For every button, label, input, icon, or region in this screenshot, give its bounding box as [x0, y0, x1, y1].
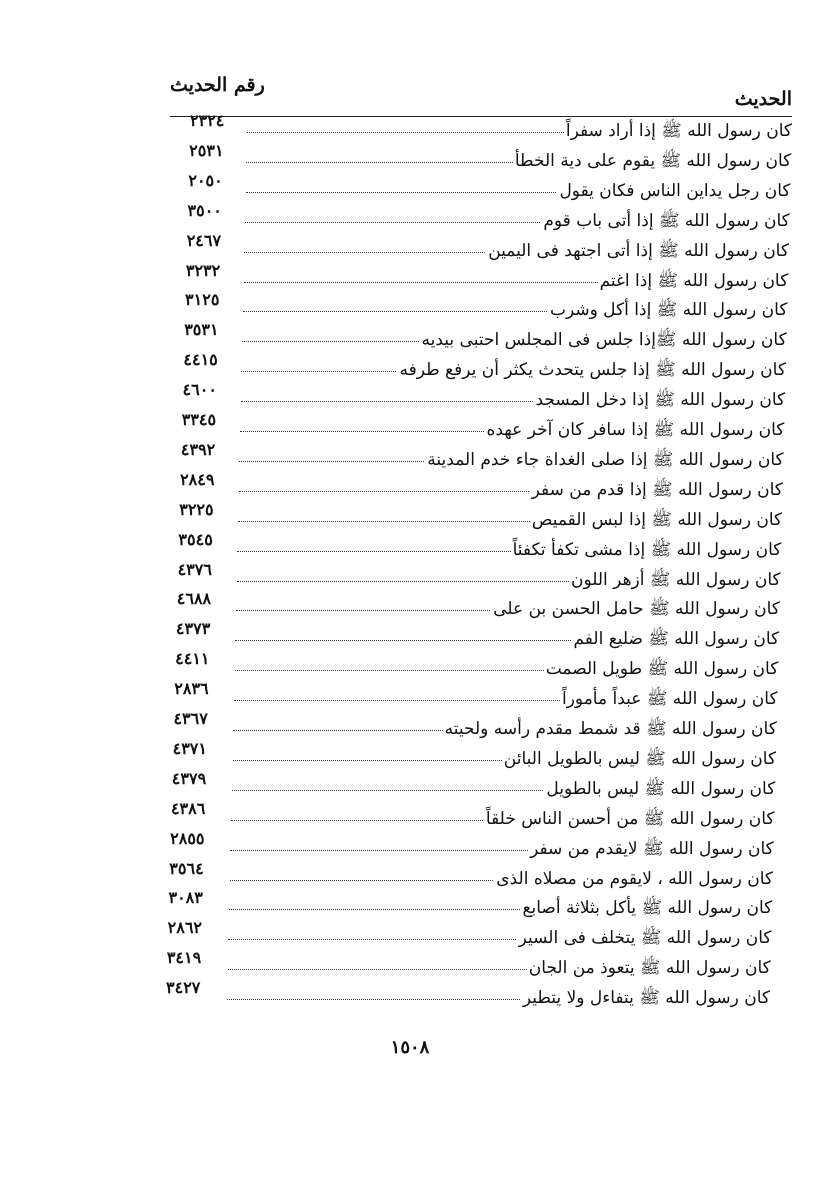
hadith-number: ٤٣٨٦: [170, 798, 206, 818]
hadith-number: ٤٣٧٦: [177, 559, 212, 579]
hadith-number: ٤٣٩٢: [180, 439, 216, 459]
hadith-number: ٣٢٢٥: [179, 499, 214, 519]
index-entry: [183, 350, 786, 384]
index-entry: [190, 111, 792, 145]
hadith-number: ٣٥٣١: [184, 320, 219, 340]
hadith-text: كان رسول الله ﷺ يتعوذ من الجان: [527, 954, 771, 982]
index-entry: [185, 290, 788, 324]
hadith-number: ٢٠٥٠: [188, 170, 223, 190]
hadith-number: ٣٣٤٥: [181, 410, 217, 429]
hadith-text: كان رسول الله ﷺ ليس بالطويل البائن: [502, 745, 776, 773]
index-entry: [172, 738, 777, 773]
hadith-text: كان رسول الله ﷺ إذا صلى الغداة جاء خدم المدينة: [425, 446, 783, 474]
hadith-text: كان رسول الله ﷺ يتفاءل ولا يتطير: [521, 984, 770, 1012]
hadith-number: ٤٣٧١: [172, 738, 207, 758]
index-entry: [168, 888, 773, 922]
index-entry: [167, 918, 772, 952]
index-entry: [176, 589, 780, 623]
index-entry: [188, 170, 791, 205]
index-entry: [184, 320, 787, 354]
hadith-text: كان رسول الله ﷺ طويل الصمت: [544, 655, 779, 683]
hadith-number: ٣٤٢٧: [166, 978, 201, 998]
index-entry: [180, 439, 784, 474]
hadith-number: ٢٥٣١: [189, 140, 224, 160]
hadith-text: كان رسول الله ﷺ إذا قدم من سفر: [530, 476, 783, 504]
index-entry: [173, 709, 777, 743]
hadith-number: ٣٥٠٠: [187, 200, 222, 220]
hadith-number: ٢٤٦٧: [186, 230, 222, 250]
hadith-text: كان رسول الله ﷺ إذا أراد سفراً: [564, 117, 792, 145]
hadith-number: ٢٨٤٩: [180, 469, 215, 489]
page-number: ١٥٠٨: [390, 1037, 430, 1058]
hadith-number: ٢٨٣٦: [174, 679, 209, 699]
index-entry: [178, 529, 782, 564]
hadith-number: ٤٣٧٩: [171, 768, 207, 788]
page-header: [170, 74, 792, 117]
index-entry: [166, 978, 770, 1012]
hadith-text: كان رسول الله ﷺ إذا جلس يتحدث يكثر أن يرفع طرفه: [397, 356, 785, 384]
index-entry: [170, 828, 774, 863]
header-title-hadith-number: رقم الحديث: [170, 74, 265, 96]
hadith-number: ٤٣٧٣: [175, 619, 211, 639]
index-entry: [189, 140, 792, 175]
index-entry: [186, 230, 789, 265]
index-entry: [181, 410, 785, 444]
hadith-text: كان رسول الله ﷺ إذا مشى تكفأ تكفئاً: [511, 536, 782, 564]
index-entry: [182, 380, 786, 414]
hadith-text: كان رسول الله ، لايقوم من مصلاه الذى: [494, 865, 773, 893]
index-entry: [166, 948, 771, 982]
index-entry: [180, 469, 783, 504]
index-entry: [185, 260, 789, 295]
hadith-text: كان رسول الله ﷺ إذا أتى باب قوم: [541, 207, 789, 235]
hadith-number: ٣٤١٩: [166, 948, 202, 968]
header-title-hadith: الحديث: [734, 88, 792, 110]
hadith-text: كان رسول الله ﷺ ضليع الفم: [571, 625, 779, 653]
index-entry: [177, 559, 781, 594]
hadith-text: كان رسول الله ﷺ لايقدم من سفر: [528, 835, 774, 863]
hadith-text: كان رسول الله ﷺ إذا أتى اجتهد فى اليمين: [486, 237, 789, 265]
index-entry: [169, 858, 774, 893]
hadith-number: ٣٠٨٣: [168, 888, 203, 908]
index-entry: [175, 649, 779, 683]
hadith-text: كان رجل يداين الناس فكان يقول: [557, 177, 790, 205]
hadith-number: ٢٨٦٢: [167, 918, 203, 938]
hadith-number: ٣٢٣٢: [185, 260, 221, 280]
hadith-text: كان رسول الله ﷺ إذا سافر كان آخر عهده: [485, 416, 785, 444]
hadith-text: كان رسول الله ﷺ إذا دخل المسجد: [533, 386, 785, 414]
hadith-number: ٤٤١١: [175, 649, 210, 669]
hadith-text: كان رسول الله ﷺ إذا اغتم: [598, 267, 789, 295]
hadith-text: كان رسول الله ﷺ يأكل بثلاثة أصابع: [520, 894, 772, 922]
hadith-text: كان رسول الله ﷺ أزهر اللون: [569, 566, 781, 594]
index-entry: [175, 619, 780, 653]
hadith-text: كان رسول الله ﷺ إذا لبس القميص: [530, 506, 782, 534]
hadith-number: ٣١٢٥: [185, 290, 220, 310]
hadith-text: كان رسول الله ﷺ ليس بالطويل: [544, 775, 775, 803]
hadith-number: ٣٥٦٤: [169, 858, 204, 878]
hadith-text: كان رسول الله ﷺ إذا أكل وشرب: [548, 296, 788, 324]
hadith-number: ٢٣٢٤: [190, 111, 225, 130]
hadith-text: كان رسول الله ﷺ من أحسن الناس خلقاً: [484, 805, 775, 833]
index-entry: [179, 499, 783, 534]
hadith-number: ٤٤١٥: [183, 350, 218, 370]
index-entry: [187, 200, 790, 235]
hadith-number: ٣٥٤٥: [178, 529, 213, 549]
hadith-number: ٤٦٠٠: [182, 380, 217, 400]
hadith-number: ٤٣٦٧: [173, 709, 208, 728]
index-entry: [171, 768, 776, 803]
hadith-text: كان رسول الله ﷺإذا جلس فى المجلس احتبى بيديه: [419, 326, 786, 354]
hadith-number: ٢٨٥٥: [170, 828, 205, 848]
hadith-text: كان رسول الله ﷺ عبداً مأموراً: [560, 685, 778, 713]
hadith-text: كان رسول الله ﷺ يقوم على دية الخطأ: [513, 147, 791, 175]
index-entry: [170, 798, 775, 833]
hadith-text: كان رسول الله ﷺ يتخلف فى السير: [517, 924, 772, 952]
hadith-text: كان رسول الله ﷺ قد شمط مقدم رأسه ولحيته: [443, 715, 777, 743]
hadith-number: ٤٦٨٨: [176, 589, 212, 609]
hadith-text: كان رسول الله ﷺ حامل الحسن بن على: [491, 595, 780, 623]
index-entry: [174, 679, 778, 713]
